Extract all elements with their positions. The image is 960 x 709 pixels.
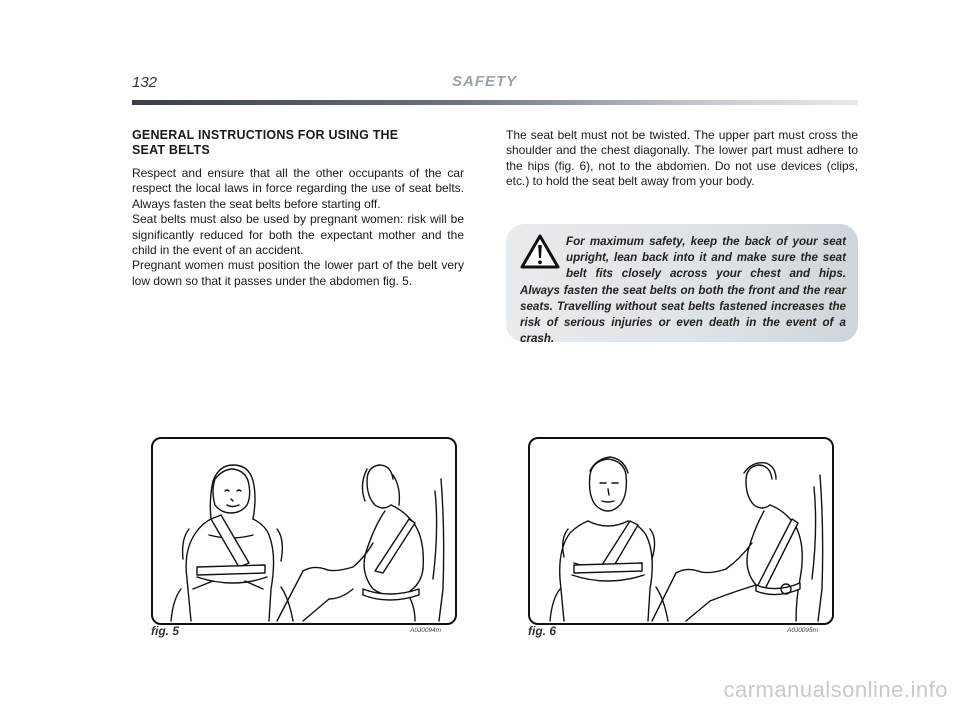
paragraph-pregnant: Seat belts must also be used by pregnant women: risk will be significantly reduced for both the expectant mother and the child in the event of an accident. <box>132 212 464 258</box>
figure-5-code: A0J0094m <box>410 627 442 634</box>
figure-6 <box>528 437 834 625</box>
paragraph-twisted-belt: The seat belt must not be twisted. The upper part must cross the shoulder and the chest diagonally. The lower part must adhere to the hips (fig. 6), not to the abdomen. Do not use devices (clips, etc.) to hold the seat belt away from your body. <box>506 128 858 189</box>
right-column <box>506 128 858 190</box>
page-number: 132 <box>132 74 158 91</box>
paragraph-belt-position: Pregnant women must position the lower part of the belt very low down so that it passes under the abdomen fig. 5. <box>132 258 464 288</box>
warning-text <box>520 234 846 347</box>
fig6-illustration <box>530 439 832 623</box>
figure-5-label: fig. 5 <box>151 624 180 638</box>
warning-message: For maximum safety, keep the back of your seat upright, lean back into it and make sure the seat belt fits closely across your chest and hips. Always fasten the seat belts on both the front and the rear seats. Travelling without seat belts fastened increases the risk of serious injuries or even death in the event of a crash. <box>520 235 846 346</box>
section-heading <box>132 128 464 158</box>
figure-6-code: A0J0095m <box>787 627 819 634</box>
fig5-illustration <box>153 439 455 623</box>
heading-line-2: SEAT BELTS <box>132 143 210 157</box>
paragraph-laws: Respect and ensure that all the other occupants of the car respect the local laws in force regarding the use of seat belts. Always fasten the seat belts before starting off. <box>132 166 464 211</box>
heading-line-1: GENERAL INSTRUCTIONS FOR USING THE <box>132 128 399 142</box>
section-title: SAFETY <box>452 73 518 90</box>
watermark: carmanualsonline.info <box>723 677 948 702</box>
left-column <box>132 128 464 289</box>
header-rule <box>132 100 858 105</box>
warning-triangle-icon <box>520 234 566 280</box>
figure-5 <box>151 437 457 625</box>
warning-box <box>506 224 858 346</box>
figure-6-label: fig. 6 <box>528 624 557 638</box>
